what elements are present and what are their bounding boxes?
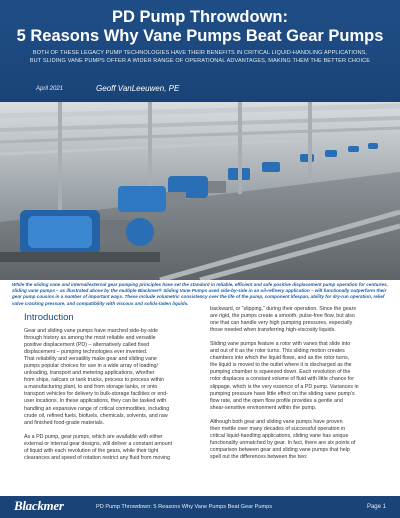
body-line: Although both gear and sliding vane pumps have proven [210,418,343,425]
body-line: comparison between gear and sliding vane pumps that help [210,446,350,453]
photo-caption: While the sliding vane and internal/external gear pumping principles have set the standard in reliable, efficient and safe positive displacement pump operation for centuries, sliding vane pumps – as illustrated above by the multiple Blackmer® Sliding Vane Pumps used side-by-side in an oil-refinery application – will functionally outperform their gear pump cousins in a number of important ways. These include volumetric consistency over the life of the pump, component lifespan, ability for dry-run operation, relief valve cracking pressure, and compatibility with viscous and solids-laden liquids. [12,282,388,306]
body-line: handling an expansive range of critical commodities, including [24,405,170,412]
body-line: those needed when transferring high-viscosity liquids. [210,327,336,334]
body-line: functionality unmatched by gear. In fact, there are six points of [210,439,356,446]
body-line: their mettle over many decades of successful operation in [210,425,346,432]
body-line: a manufacturing plant, to and from storage tanks, or onto [24,384,158,391]
body-line: the liquid is moved to the outlet where it is discharged as the [210,362,352,369]
body-line: unloading, transport and metering applications, whether [24,370,155,377]
body-line: from ships, railcars or tank trucks, process to process within [24,377,165,384]
body-line: shear-sensitive environment within the pump. [210,404,317,411]
body-line: That reliability and versatility make gear and sliding vane [24,356,157,363]
body-line: one that can handle very high pumping pressures, especially [210,320,353,327]
refinery-pumps-photo [0,102,400,280]
page-number: Page 1 [366,504,386,510]
title-line-2: 5 Reasons Why Vane Pumps Beat Gear Pumps [16,27,384,45]
footer-title: PD Pump Throwdown: 5 Reasons Why Vane Pumps Beat Gear Pumps [96,504,273,510]
subtitle [14,49,386,65]
body-line: and out of it as the rotor turns. This sliding motion creates [210,348,345,355]
body-line: pumping pressure have little effect on the sliding vane pump’s [210,390,355,397]
subtitle-line-2: BUT SLIDING VANE PUMPS OFFER A WIDER RANGE OF OPERATIONAL ADVANTAGES, MAKING THEM THE BETTER CHOICE [29,58,371,64]
body-line: backward, or “slipping,” during their operation. Since the gears [210,306,357,312]
body-line: pumps popular choices for use in a wide array of loading/ [24,363,158,370]
body-line: transport vehicles for delivery to bulk-storage facilities or end- [24,391,168,398]
publish-date: April 2021 [36,86,64,92]
subtitle-line-1: BOTH OF THESE LEGACY PUMP TECHNOLOGIES HAVE THEIR BENEFITS IN CRITICAL LIQUID-HANDLING APPLICATIONS, [32,50,368,56]
body-line: user locations. In these applications, they can be tasked with [24,398,167,405]
body-column-right [210,306,380,461]
body-line: through history as among the most reliable and versatile [24,335,156,342]
author-name: Geoff VanLeeuwen, PE [96,84,180,93]
body-line: pumping chamber is squeezed down. Each revolution of the [210,369,351,376]
body-line: positive displacement (PD) – alternatively called fixed [24,342,150,349]
body-line: are rigid, the pumps create a smooth, pulse-free flow, but also [210,313,355,320]
body-line: clearances and speed of rotation restrict any fluid from moving [24,454,171,461]
body-line: flow rate, and the open flow profile provides a gentle and [210,397,343,404]
body-line: and finished food-grade materials. [24,419,105,426]
body-line: displacement – pumping technologies ever invented. [24,349,148,356]
body-line: external or internal gear designs, will deliver a constant amount [24,440,173,447]
body-line: Gear and sliding vane pumps have marched side-by-side [24,328,158,334]
body-line [24,427,196,434]
body-line [210,334,380,341]
title-line-1: PD Pump Throwdown: [112,8,288,26]
body-line: crude oil, refined fuels, biofuels, chemicals, solvents, and raw [24,412,168,419]
body-line: spell out the differences between the two: [210,453,308,460]
body-line [210,412,380,419]
section-heading: Introduction [24,312,74,323]
body-line: rotor displaces a constant volume of fluid with little chance for [210,376,354,383]
body-line: of liquid with each revolution of the gears, while their tight [24,447,159,454]
body-line: Sliding vane pumps feature a rotor with vanes that slide into [210,341,351,348]
body-line: critical liquid-handling applications, sliding vane has unique [210,432,349,439]
body-line: chambers into which the liquid flows, and as the rotor turns, [210,355,350,362]
body-line: slippage, which is the very essence of a PD pump. Variances in [210,383,359,390]
blackmer-logo: Blackmer [14,498,64,513]
body-line: As a PD pump, gear pumps, which are available with either [24,433,163,440]
body-column-left [24,328,196,462]
